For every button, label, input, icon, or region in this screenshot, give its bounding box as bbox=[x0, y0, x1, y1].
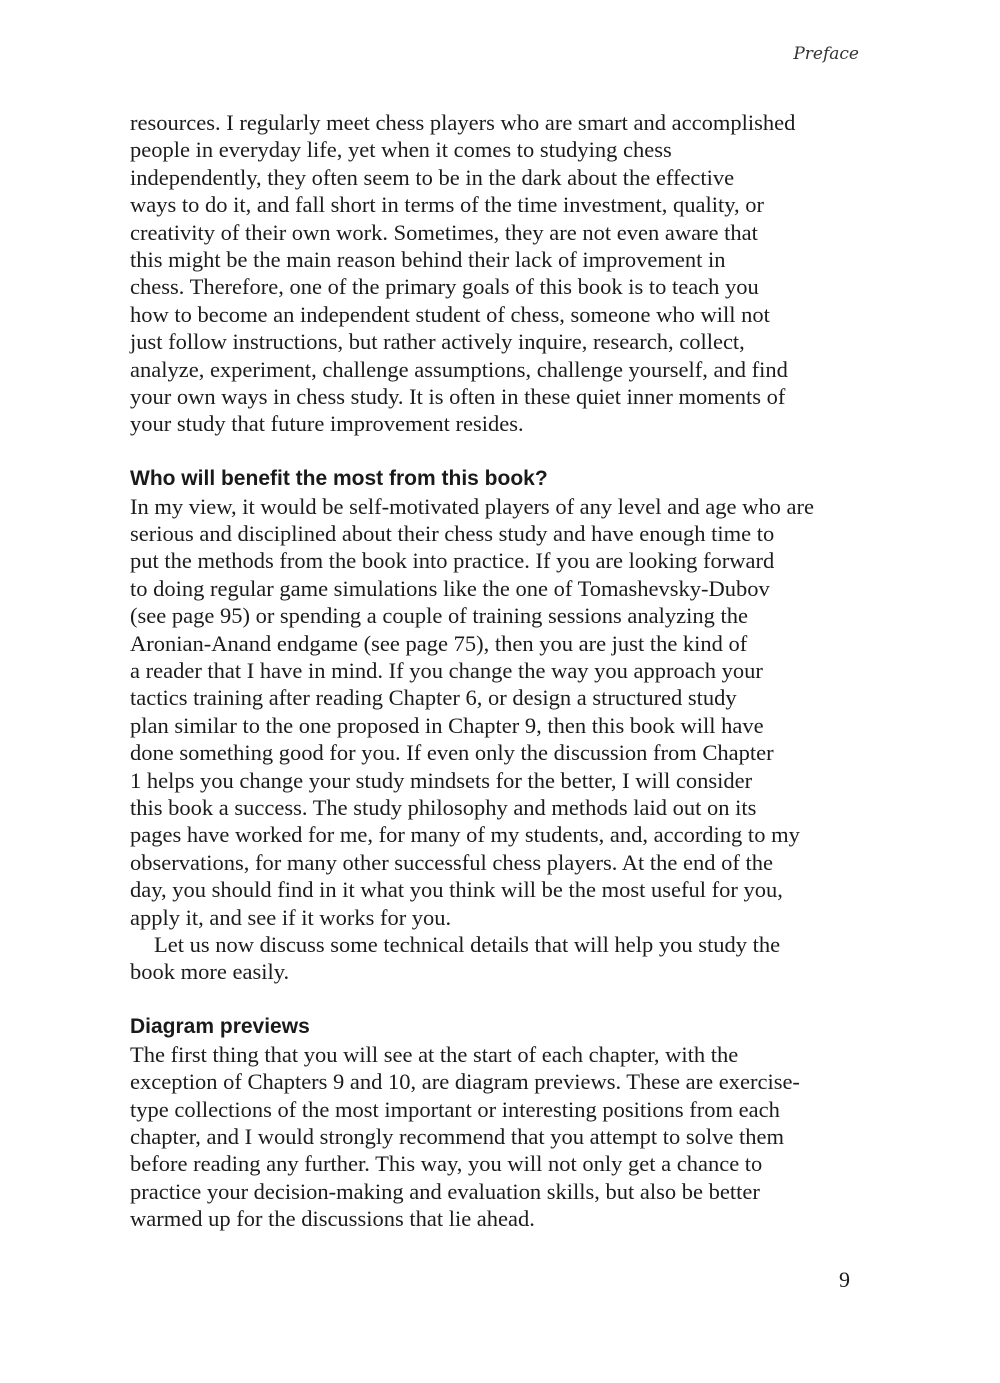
text-line: this book a success. The study philosophy and methods laid out on its bbox=[130, 794, 757, 820]
text-line: tactics training after reading Chapter 6, or design a structured study bbox=[130, 685, 737, 711]
text-line: independently, they often seem to be in the dark about the effective bbox=[130, 164, 735, 190]
text-line: serious and disciplined about their chess study and have enough time to bbox=[130, 521, 775, 547]
text-line: done something good for you. If even only the discussion from Chapter bbox=[130, 740, 774, 766]
text-line: The first thing that you will see at the start of each chapter, with the bbox=[130, 1041, 739, 1067]
running-head: Preface bbox=[793, 44, 859, 64]
intro-paragraph bbox=[130, 109, 870, 438]
text-line: book more easily. bbox=[130, 959, 290, 985]
text-line: a reader that I have in mind. If you change the way you approach your bbox=[130, 658, 763, 684]
text-line: analyze, experiment, challenge assumptions, challenge yourself, and find bbox=[130, 356, 788, 382]
text-line: type collections of the most important or interesting positions from each bbox=[130, 1096, 780, 1122]
text-line: creativity of their own work. Sometimes, they are not even aware that bbox=[130, 219, 758, 245]
text-line: how to become an independent student of chess, someone who will not bbox=[130, 301, 770, 327]
text-line: this might be the main reason behind their lack of improvement in bbox=[130, 246, 726, 272]
text-line: Let us now discuss some technical details that will help you study the bbox=[154, 931, 781, 957]
text-line: pages have worked for me, for many of my students, and, according to my bbox=[130, 822, 800, 848]
text-line: ways to do it, and fall short in terms of the time investment, quality, or bbox=[130, 192, 765, 218]
text-line: apply it, and see if it works for you. bbox=[130, 904, 452, 930]
body-text bbox=[130, 109, 870, 1232]
section-diagram-previews bbox=[130, 1013, 870, 1233]
page-number: 9 bbox=[839, 1267, 850, 1292]
text-line: In my view, it would be self-motivated players of any level and age who are bbox=[130, 493, 814, 519]
section-heading: Who will benefit the most from this book? bbox=[130, 466, 548, 490]
text-line: resources. I regularly meet chess players who are smart and accomplished bbox=[130, 110, 796, 135]
text-line: exception of Chapters 9 and 10, are diagram previews. These are exercise- bbox=[130, 1069, 800, 1095]
text-line: plan similar to the one proposed in Chapter 9, then this book will have bbox=[130, 712, 764, 738]
text-line: 1 helps you change your study mindsets for the better, I will consider bbox=[130, 767, 753, 793]
text-line: people in everyday life, yet when it comes to studying chess bbox=[130, 137, 672, 163]
text-line: Aronian-Anand endgame (see page 75), then you are just the kind of bbox=[130, 630, 748, 656]
text-line: your own ways in chess study. It is often in these quiet inner moments of bbox=[130, 383, 786, 409]
text-line: practice your decision-making and evaluation skills, but also be better bbox=[130, 1178, 760, 1204]
text-line: warmed up for the discussions that lie ahead. bbox=[130, 1206, 535, 1232]
text-line: to doing regular game simulations like the one of Tomashevsky-Dubov bbox=[130, 575, 770, 601]
text-line: chapter, and I would strongly recommend that you attempt to solve them bbox=[130, 1123, 784, 1149]
section-who-benefits bbox=[130, 465, 870, 986]
section-spacer bbox=[130, 986, 870, 1013]
text-line: your study that future improvement resides. bbox=[130, 411, 524, 437]
text-line: observations, for many other successful chess players. At the end of the bbox=[130, 849, 773, 875]
text-line: (see page 95) or spending a couple of training sessions analyzing the bbox=[130, 603, 748, 629]
text-line: before reading any further. This way, you will not only get a chance to bbox=[130, 1151, 763, 1177]
text-line: chess. Therefore, one of the primary goals of this book is to teach you bbox=[130, 274, 759, 300]
section-spacer bbox=[130, 438, 870, 465]
text-line: day, you should find in it what you think will be the most useful for you, bbox=[130, 877, 783, 903]
text-line: put the methods from the book into practice. If you are looking forward bbox=[130, 548, 775, 574]
section-heading: Diagram previews bbox=[130, 1014, 310, 1038]
text-line: just follow instructions, but rather actively inquire, research, collect, bbox=[130, 329, 745, 355]
